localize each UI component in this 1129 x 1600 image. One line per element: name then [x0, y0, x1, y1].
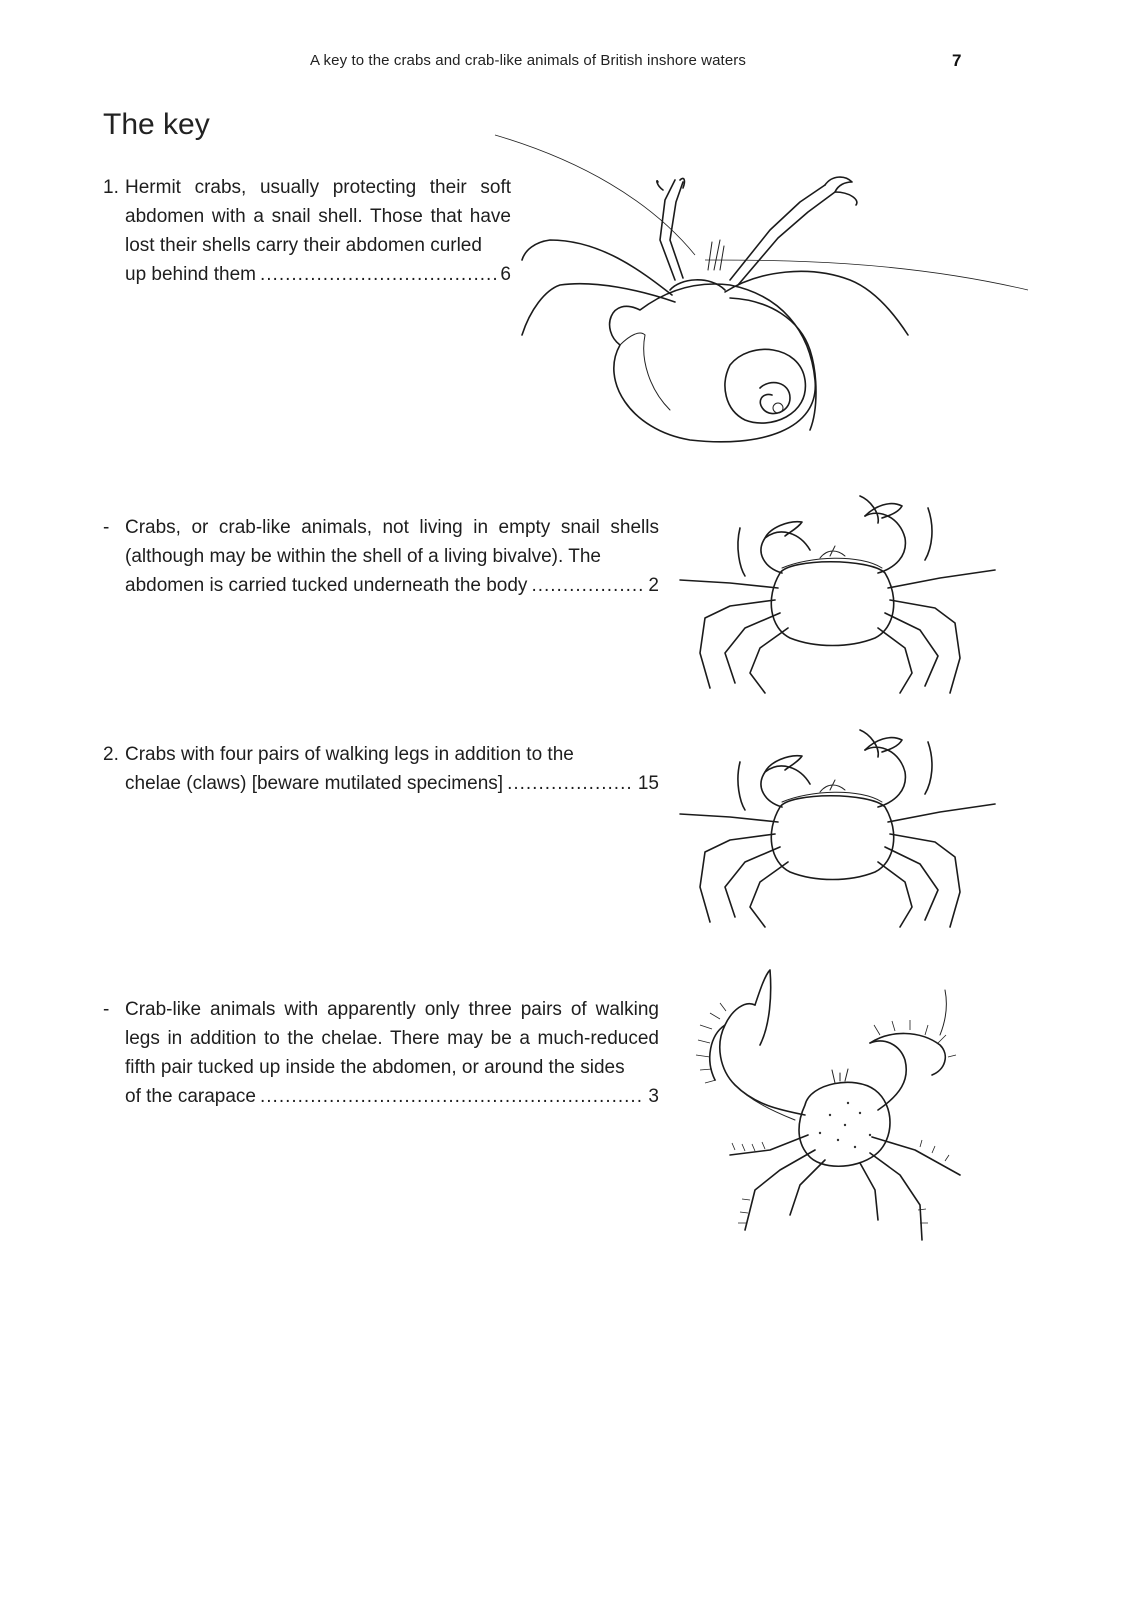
- page-number: 7: [952, 51, 962, 70]
- porcelain-crab-illustration: [660, 965, 990, 1250]
- entry-last-line: [125, 260, 511, 289]
- entry-marker: -: [103, 999, 110, 1020]
- leader-dots: [260, 260, 496, 289]
- leader-dots: [507, 769, 634, 798]
- leader-dots: [260, 1082, 644, 1111]
- entry-last-line: [125, 571, 659, 600]
- entry-last-line: [125, 769, 659, 798]
- entry-last-line-text: up behind them: [125, 264, 256, 285]
- key-entry-2-alt: [103, 995, 659, 1111]
- entry-text: Crabs, or crab-like animals, not living in empty snail shells (although may be within the shell of a living bivalve). The: [125, 517, 659, 567]
- key-entry-1-alt: [103, 513, 659, 600]
- entry-marker: 1.: [103, 177, 119, 198]
- leader-dots: [531, 571, 644, 600]
- running-header: A key to the crabs and crab-like animals of British inshore waters: [310, 52, 746, 69]
- entry-text: Crabs with four pairs of walking legs in addition to the: [125, 744, 574, 765]
- true-crab-illustration-2: [670, 722, 1000, 937]
- entry-last-line-text: of the carapace: [125, 1086, 256, 1107]
- entry-marker: -: [103, 517, 110, 538]
- entry-marker: 2.: [103, 744, 119, 765]
- entry-target-couplet[interactable]: 15: [637, 773, 659, 794]
- entry-text: Hermit crabs, usually protecting their soft abdomen with a snail shell. Those that have lost their shells carry their abdomen curled: [125, 177, 511, 256]
- entry-target-couplet[interactable]: 2: [648, 575, 659, 596]
- entry-target-couplet[interactable]: 6: [500, 264, 511, 285]
- entry-text: Crab-like animals with apparently only three pairs of walking legs in addition to the chelae. There may be a much-reduced fifth pair tucked up inside the abdomen, or around the sides: [125, 999, 659, 1078]
- entry-last-line: [125, 1082, 659, 1111]
- section-title: The key: [103, 108, 210, 141]
- true-crab-illustration-1: [670, 488, 1000, 703]
- entry-last-line-text: abdomen is carried tucked underneath the body: [125, 575, 528, 596]
- hermit-crab-illustration: [480, 130, 1040, 450]
- entry-last-line-text: chelae (claws) [beware mutilated specimens]: [125, 773, 504, 794]
- entry-target-couplet[interactable]: 3: [648, 1086, 659, 1107]
- key-entry-2: [103, 740, 659, 798]
- key-entry-1: [103, 173, 511, 289]
